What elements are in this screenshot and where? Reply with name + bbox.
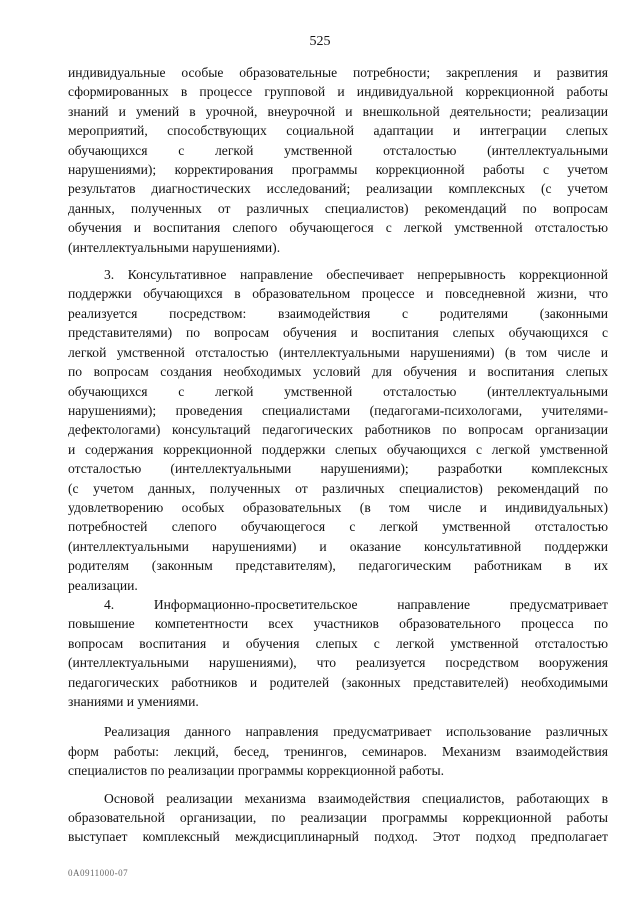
paragraph-p3	[68, 595, 608, 711]
text-line: (с учетом данных, полученных от различных специалистов) рекомендаций по	[68, 480, 608, 496]
text-line: нарушениями); проведения специалистами (педагогами-психологами, учителями-	[68, 402, 608, 418]
text-line: обучающихся с легкой умственной отсталостью (интеллектуальными	[68, 142, 608, 158]
text-line: данных, полученных от различных специалистов) рекомендаций по вопросам	[68, 200, 608, 216]
paragraph-p2	[68, 265, 608, 595]
text-line: выступает комплексный междисциплинарный подход. Этот подход предполагает	[68, 829, 608, 845]
text-line: представителями) по вопросам обучения и воспитания слепых обучающихся с	[68, 325, 608, 341]
text-line: мероприятий, способствующих социальной адаптации и интеграции слепых	[68, 123, 608, 139]
text-line: педагогических работников и родителей (законных представителей) необходимыми	[68, 674, 608, 690]
text-line: индивидуальные особые образовательные потребности; закрепления и развития	[68, 65, 608, 80]
text-line: дефектологами) консультаций педагогических работников по вопросам организации	[68, 422, 608, 438]
text-line: (интеллектуальными нарушениями) и оказание консультативной поддержки	[68, 538, 608, 554]
text-line: повышение компетентности всех участников образовательного процесса по	[68, 616, 608, 632]
text-line: вопросам воспитания и обучения слепых с легкой умственной отсталостью	[68, 635, 608, 651]
document-body	[68, 63, 608, 847]
text-line: Реализация данного направления предусматривает использование различных	[104, 724, 608, 740]
text-line: реализуется посредством: взаимодействия с родителями (законными	[68, 305, 608, 321]
text-line: знаниями и умениями.	[68, 694, 199, 709]
text-line: 3. Консультативное направление обеспечивает непрерывность коррекционной	[104, 267, 608, 283]
text-line: нарушениями); корректирования программы коррекционной работы с учетом	[68, 162, 608, 178]
text-line: легкой умственной отсталостью (интеллектуальными нарушениями) (в том числе и	[68, 344, 608, 360]
paragraph-p5	[68, 789, 608, 847]
text-line: отсталостью (интеллектуальными нарушениями); разработки комплексных	[68, 461, 608, 477]
text-line: родителям (законным представителям), педагогическим работникам в их	[68, 558, 608, 574]
text-line: Основой реализации механизма взаимодействия специалистов, работающих в	[104, 790, 608, 806]
text-line: реализации.	[68, 577, 138, 593]
text-line: образовательной организации, по реализации программы коррекционной работы	[68, 810, 608, 826]
text-line: и содержания коррекционной поддержки слепых обучающихся с легкой умственной	[68, 441, 608, 457]
text-line: обучения и воспитания слепого обучающегося с легкой умственной отсталостью	[68, 220, 608, 236]
text-line: знаний и умений в урочной, внеурочной и внешкольной деятельности; реализации	[68, 103, 608, 119]
paragraph-p4	[68, 722, 608, 780]
text-line: удовлетворению особых образовательных (в том числе и индивидуальных)	[68, 499, 608, 515]
paragraph-p1	[68, 63, 608, 257]
text-line: 4. Информационно-просветительское направление предусматривает	[104, 596, 608, 612]
text-line: потребностей слепого обучающегося с легкой умственной отсталостью	[68, 519, 608, 535]
text-line: поддержки обучающихся в образовательном процессе и повседневной жизни, что	[68, 286, 608, 302]
text-line: по вопросам создания необходимых условий для обучения и воспитания слепых	[68, 364, 608, 380]
page-number: 525	[309, 34, 331, 49]
footer-code: 0A0911000-07	[68, 868, 129, 878]
text-line: (интеллектуальными нарушениями).	[68, 239, 281, 255]
text-line: сформированных в процессе групповой и индивидуальной коррекционной работы	[68, 84, 608, 100]
text-line: результатов диагностических исследований; реализации комплексных (с учетом	[68, 181, 608, 197]
text-line: обучающихся с легкой умственной отсталостью (интеллектуальными	[68, 383, 608, 399]
text-line: (интеллектуальными нарушениями), что реализуется посредством вооружения	[68, 655, 608, 671]
text-line: форм работы: лекций, бесед, тренингов, семинаров. Механизм взаимодействия	[68, 743, 608, 759]
text-line: специалистов по реализации программы коррекционной работы.	[68, 763, 444, 779]
